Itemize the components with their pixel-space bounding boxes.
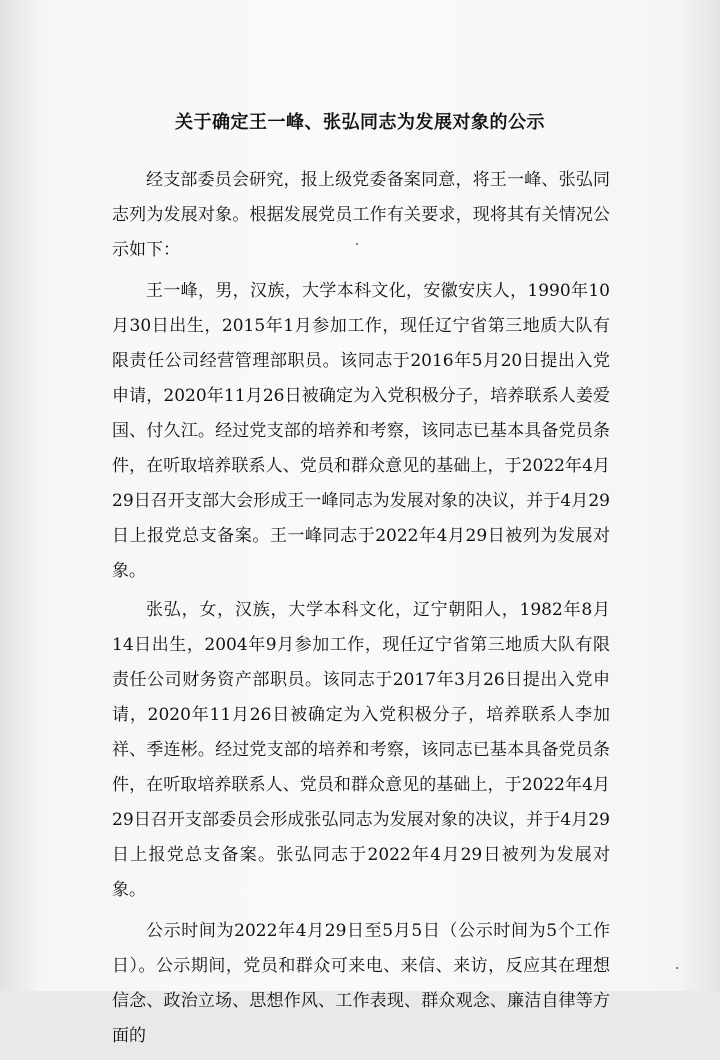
paragraph-wang-yifeng: 王一峰，男，汉族，大学本科文化，安徽安庆人，1990年10月30日出生，2015年1月参加工作，现任辽宁省第三地质大队有限责任公司经营管理部职员。该同志于2016年5月20日提出入党申请，2020年11月26日被确定为入党积极分子，培养联系人姜爱国、付久江。经过党支部的培养和考察，该同志已基本具备党员条件，在听取培养联系人、党员和群众意见的基础上，于2022年4月29日召开支部大会形成王一峰同志为发展对象的决议，并于4月29日上报党总支备案。王一峰同志于2022年4月29日被列为发展对象。 [112, 281, 610, 581]
document-title: 关于确定王一峰、张弘同志为发展对象的公示 [175, 112, 545, 133]
scan-speck [676, 967, 678, 969]
paragraph-intro: 经支部委员会研究，报上级党委备案同意，将王一峰、张弘同志列为发展对象。根据发展党员工作有关要求，现将其有关情况公示如下： [112, 170, 610, 260]
paragraph-publicity-period: 公示时间为2022年4月29日至5月5日（公示时间为5个工作日）。公示期间，党员和群众可来电、来信、来访，反应其在理想信念、政治立场、思想作风、工作表现、群众观念、廉洁自律等方面的 [112, 921, 610, 1046]
scan-speck [356, 243, 358, 245]
document-body [112, 163, 610, 1060]
paragraph-zhang-hong: 张弘，女，汉族，大学本科文化，辽宁朝阳人，1982年8月14日出生，2004年9月参加工作，现任辽宁省第三地质大队有限责任公司财务资产部职员。该同志于2017年3月26日提出入党申请，2020年11月26日被确定为入党积极分子，培养联系人李加祥、季连彬。经过党支部的培养和考察，该同志已基本具备党员条件，在听取培养联系人、党员和群众意见的基础上，于2022年4月29日召开支部委员会形成张弘同志为发展对象的决议，并于4月29日上报党总支备案。张弘同志于2022年4月29日被列为发展对象。 [112, 600, 610, 900]
